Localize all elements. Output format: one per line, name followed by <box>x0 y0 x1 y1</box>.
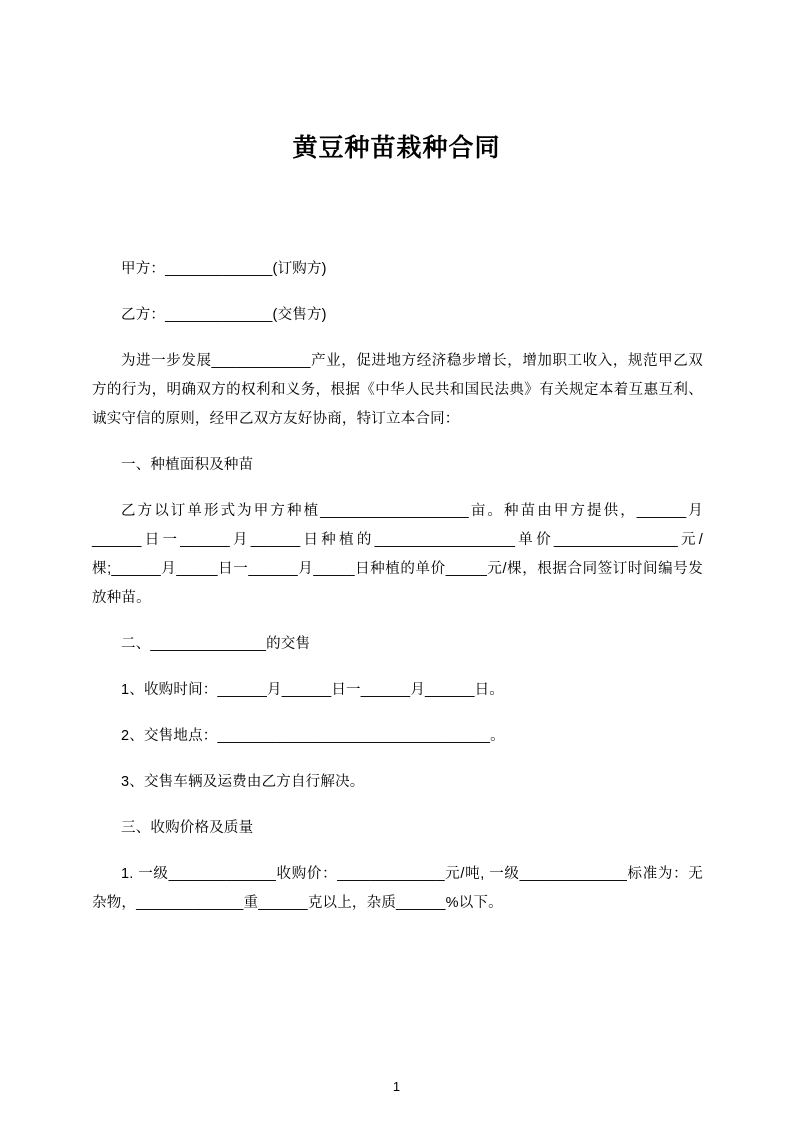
heading-section-2: 二、______________的交售 <box>121 636 311 652</box>
page-number: 1 <box>392 1079 401 1094</box>
paragraph-section-2-item-3: 3、交售车辆及运费由乙方自行解决。 <box>121 774 365 790</box>
paragraph-section-3-item-1: 1. 一级_____________收购价：_____________元/吨, 一级_____________标准为：无杂物，_____________重______克以上，杂质______%以下。 <box>92 866 703 911</box>
heading-section-1: 一、种植面积及种苗 <box>121 457 254 473</box>
paragraph-section-2-item-2: 2、交售地点：_________________________________。 <box>121 728 505 744</box>
heading-section-3: 三、收购价格及质量 <box>121 820 254 836</box>
paragraph-party-a: 甲方：_____________(订购方) <box>121 261 327 277</box>
page-title: 黄豆种苗栽种合同 <box>292 134 501 162</box>
document-body <box>0 255 793 918</box>
paragraph-party-b: 乙方：_____________(交售方) <box>121 307 327 323</box>
paragraph-section-2-item-1: 1、收购时间：______月______日一______月______日。 <box>121 682 505 698</box>
paragraph-section-1-body: 乙方以订单形式为甲方种植__________________亩。种苗由甲方提供，______月______日一______月______日种植的_________________单价_______________元/棵;______月_____日一______月_____日种植的单价_____元/棵，根据合同签订时间编号发放种苗。 <box>92 503 703 606</box>
paragraph-preamble: 为进一步发展____________产业，促进地方经济稳步增长，增加职工收入，规范甲乙双方的行为，明确双方的权利和义务，根据《中华人民共和国民法典》有关规定本着互惠互利、诚实守信的原则，经甲乙双方友好协商，特订立本合同： <box>92 353 703 427</box>
